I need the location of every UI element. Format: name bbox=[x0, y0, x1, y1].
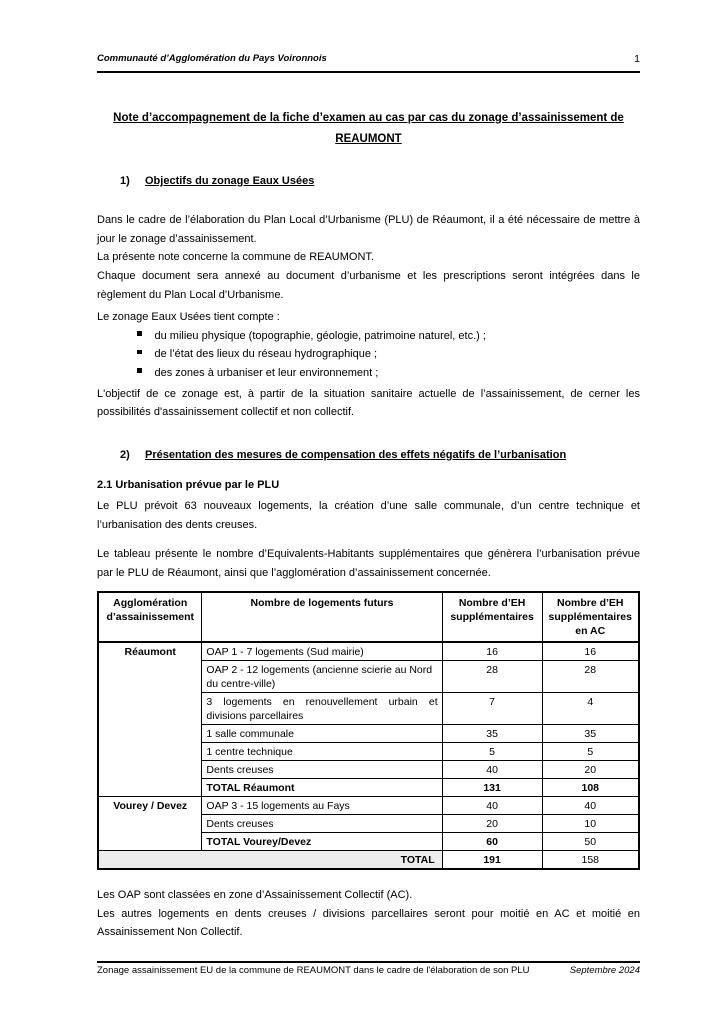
square-bullet-icon bbox=[137, 331, 142, 336]
table-row bbox=[98, 797, 639, 815]
label-cell: 1 centre technique bbox=[202, 743, 442, 761]
value-cell: 5 bbox=[542, 743, 639, 761]
table-intro-paragraph: Le tableau présente le nombre d’Equivalents-Habitants supplémentaires que génèrera l’urbanisation prévue par le PLU de Réaumont, ainsi que l’agglomération d’assainissement concernée. bbox=[97, 548, 640, 579]
paragraph: Les autres logements en dents creuses / divisions parcellaires seront pour moitié en AC et moitié en Assainissement Non Collectif. bbox=[97, 907, 640, 939]
label-cell: OAP 3 - 15 logements au Fays bbox=[202, 797, 442, 815]
objective-paragraph: L'objectif de ce zonage est, à partir de la situation sanitaire actuelle de l’assainissement, de cerner les possibilités d'assainissement collectif et non collectif. bbox=[97, 387, 640, 419]
section-2-heading-text: Présentation des mesures de compensation des effets négatifs de l’urbanisation bbox=[145, 448, 567, 461]
bullet-item-text: des zones à urbaniser et leur environnement ; bbox=[154, 366, 379, 379]
bullet-item bbox=[137, 327, 640, 346]
value-cell: 191 bbox=[442, 851, 542, 870]
label-cell: 1 salle communale bbox=[202, 725, 442, 743]
value-cell: 131 bbox=[442, 779, 542, 797]
footer-document-title: Zonage assainissement EU de la commune de REAUMONT dans le cadre de l'élaboration de son PLU bbox=[97, 965, 530, 976]
document-title: Note d’accompagnement de la fiche d’examen au cas par cas du zonage d’assainissement de REAUMONT bbox=[113, 111, 624, 145]
section-1-heading bbox=[120, 172, 640, 191]
page-footer bbox=[97, 961, 640, 977]
value-cell: 108 bbox=[542, 779, 639, 797]
page-number: 1 bbox=[634, 53, 640, 65]
conclusion-paragraphs bbox=[97, 886, 640, 942]
footer-date: Septembre 2024 bbox=[569, 965, 640, 976]
bullet-item bbox=[137, 364, 640, 383]
table-header-row bbox=[98, 592, 639, 642]
paragraph: Les OAP sont classées en zone d’Assainissement Collectif (AC). bbox=[97, 889, 413, 902]
label-cell: OAP 2 - 12 logements (ancienne scierie au Nord du centre-ville) bbox=[202, 661, 442, 693]
value-cell: 40 bbox=[442, 761, 542, 779]
table-header-cell: Nombre d’EH supplémentaires en AC bbox=[542, 592, 639, 642]
label-cell: OAP 1 - 7 logements (Sud mairie) bbox=[202, 642, 442, 661]
table-header-cell: Nombre d’EH supplémentaires bbox=[442, 592, 542, 642]
value-cell: 4 bbox=[542, 693, 639, 725]
bullet-item bbox=[137, 345, 640, 364]
label-cell: Dents creuses bbox=[202, 761, 442, 779]
section-2-number: 2) bbox=[120, 448, 130, 461]
section-1-intro-paragraphs bbox=[97, 211, 640, 304]
value-cell: 40 bbox=[442, 797, 542, 815]
header-org-title: Communauté d’Agglomération du Pays Voironnois bbox=[97, 53, 327, 64]
agglomeration-cell: Vourey / Devez bbox=[98, 797, 202, 851]
value-cell: 158 bbox=[542, 851, 639, 870]
bullet-item-text: du milieu physique (topographie, géologie, patrimoine naturel, etc.) ; bbox=[154, 329, 486, 342]
value-cell: 35 bbox=[442, 725, 542, 743]
page-header bbox=[97, 50, 640, 73]
eh-table bbox=[97, 591, 640, 870]
value-cell: 10 bbox=[542, 815, 639, 833]
square-bullet-icon bbox=[137, 368, 142, 373]
value-cell: 5 bbox=[442, 743, 542, 761]
label-cell: TOTAL Réaumont bbox=[202, 779, 442, 797]
value-cell: 35 bbox=[542, 725, 639, 743]
paragraph: Chaque document sera annexé au document d’urbanisme et les prescriptions seront intégrées dans le règlement du Plan Local d’Urbanisme. bbox=[97, 269, 640, 301]
label-cell: TOTAL Vourey/Devez bbox=[202, 833, 442, 851]
section-1-number: 1) bbox=[120, 174, 130, 187]
value-cell: 7 bbox=[442, 693, 542, 725]
value-cell: 20 bbox=[542, 761, 639, 779]
label-cell: Dents creuses bbox=[202, 815, 442, 833]
bullet-item-text: de l’état des lieux du réseau hydrographique ; bbox=[154, 348, 378, 361]
value-cell: 60 bbox=[442, 833, 542, 851]
value-cell: 16 bbox=[542, 642, 639, 661]
value-cell: 20 bbox=[442, 815, 542, 833]
paragraph: Dans le cadre de l’élaboration du Plan Local d’Urbanisme (PLU) de Réaumont, il a été nécessaire de mettre à jour le zonage d’assainissement. bbox=[97, 214, 640, 245]
section-2-heading bbox=[120, 446, 640, 465]
table-row bbox=[98, 642, 639, 661]
value-cell: 40 bbox=[542, 797, 639, 815]
table-header-cell: Nombre de logements futurs bbox=[202, 592, 442, 642]
bullet-list-intro: Le zonage Eaux Usées tient compte : bbox=[97, 311, 280, 324]
paragraph: La présente note concerne la commune de REAUMONT. bbox=[97, 251, 374, 264]
value-cell: 28 bbox=[442, 661, 542, 693]
table-header-cell: Agglomération d’assainissement bbox=[98, 592, 202, 642]
label-cell: 3 logements en renouvellement urbain et divisions parcellaires bbox=[202, 693, 442, 725]
square-bullet-icon bbox=[137, 350, 142, 355]
grand-total-row bbox=[98, 851, 639, 870]
value-cell: 50 bbox=[542, 833, 639, 851]
subsection-2-1-heading: 2.1 Urbanisation prévue par le PLU bbox=[97, 479, 280, 492]
plu-paragraph: Le PLU prévoit 63 nouveaux logements, la création d’une salle communale, d’un centre technique et l’urbanisation des dents creuses. bbox=[97, 499, 640, 531]
value-cell: 16 bbox=[442, 642, 542, 661]
value-cell: 28 bbox=[542, 661, 639, 693]
section-1-heading-text: Objectifs du zonage Eaux Usées bbox=[145, 174, 315, 187]
bullet-list bbox=[97, 327, 640, 383]
grand-total-label: TOTAL bbox=[98, 851, 442, 870]
agglomeration-cell: Réaumont bbox=[98, 642, 202, 797]
